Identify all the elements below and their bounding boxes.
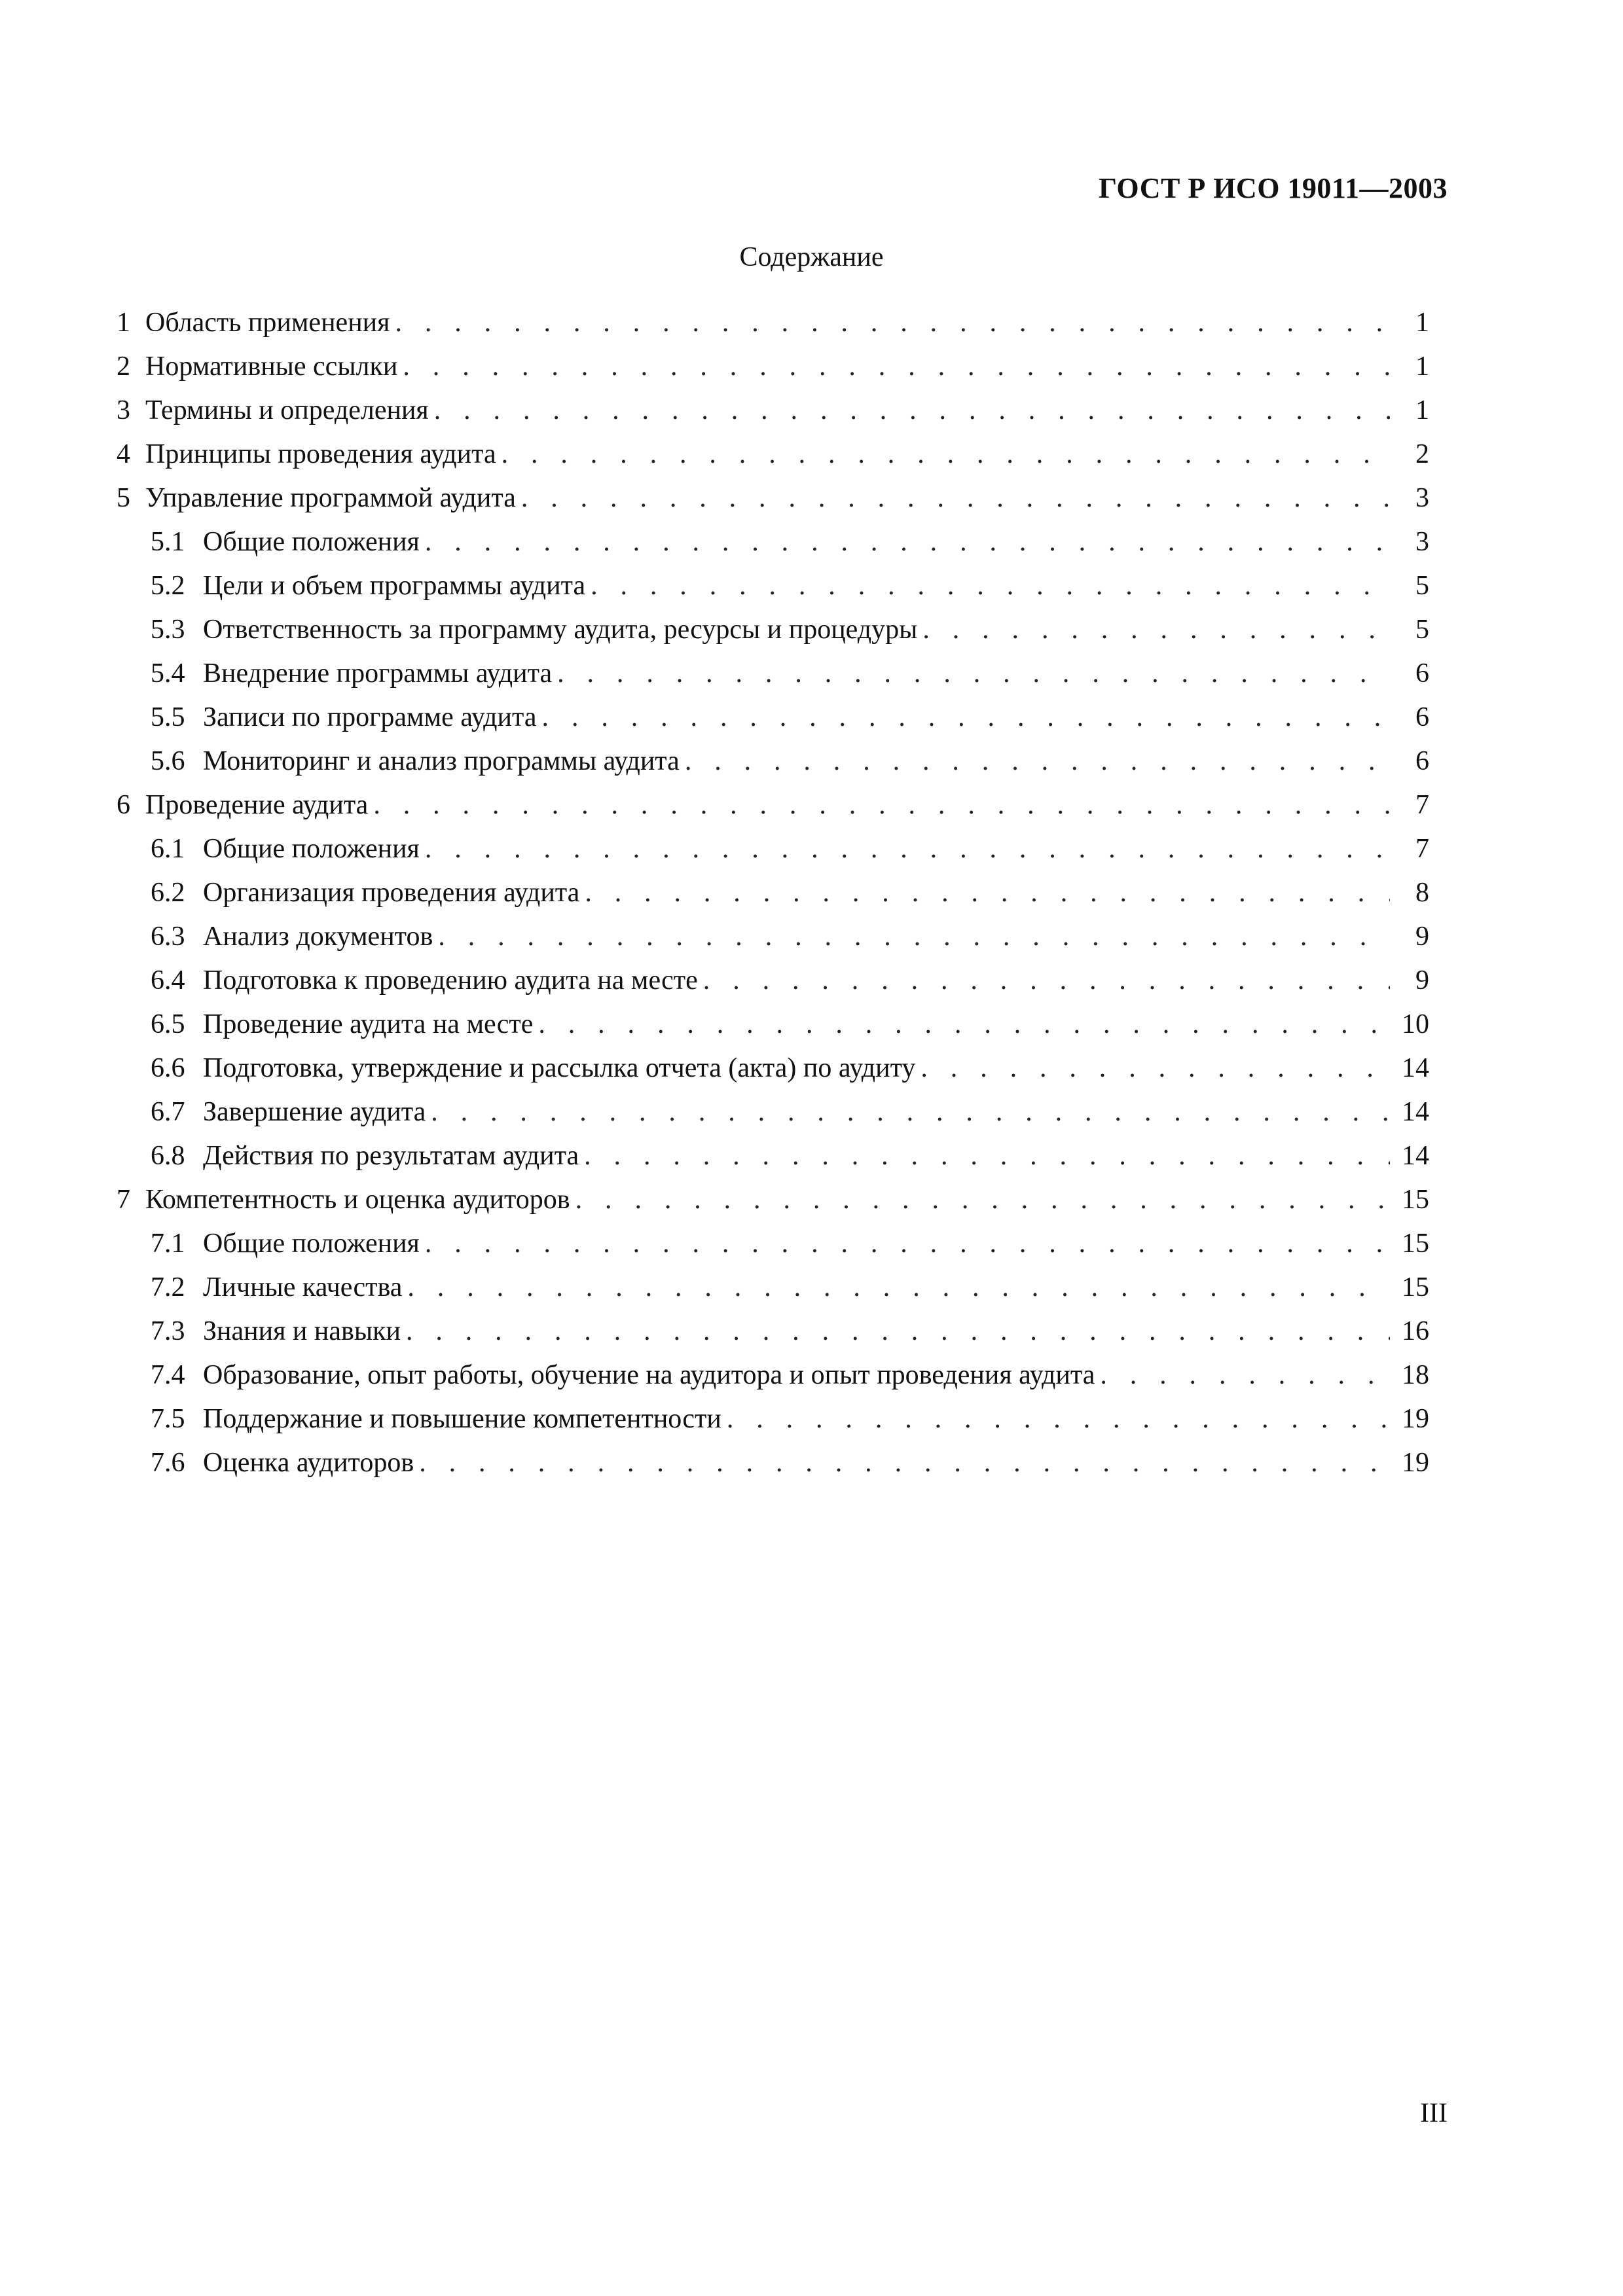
toc-entry-title: Организация проведения аудита <box>203 878 580 908</box>
toc-entry-page: 1 <box>1415 351 1429 382</box>
toc-entry-page: 10 <box>1402 1009 1429 1039</box>
toc-entry-number: 7.5 <box>151 1404 185 1434</box>
toc-entry-page: 15 <box>1402 1272 1429 1302</box>
toc-entry-title: Записи по программе аудита <box>203 702 537 732</box>
toc-entry-title: Подготовка к проведению аудита на месте <box>203 965 698 996</box>
toc-entry <box>117 476 1429 520</box>
toc-dot-leader <box>1100 1354 1390 1397</box>
toc-entry-title: Термины и определения <box>145 395 429 425</box>
toc-entry-page: 5 <box>1415 571 1429 601</box>
toc-entry <box>117 1354 1429 1397</box>
toc-dot-leader <box>373 783 1390 827</box>
toc-dot-leader <box>438 915 1390 959</box>
toc-entry-number: 7.2 <box>151 1272 185 1302</box>
toc-entry-page: 5 <box>1415 615 1429 645</box>
toc-entry <box>117 1397 1429 1441</box>
toc-entry-title: Управление программой аудита <box>145 483 516 513</box>
toc-entry <box>117 433 1429 476</box>
toc-entry-page: 8 <box>1415 878 1429 908</box>
toc-entry-number: 7.4 <box>151 1360 185 1390</box>
toc-entry <box>117 1090 1429 1134</box>
toc-entry <box>117 1047 1429 1090</box>
toc-entry <box>117 740 1429 783</box>
toc-entry-title: Личные качества <box>203 1272 403 1302</box>
toc-entry-number: 5 <box>117 483 130 513</box>
toc-entry-number: 5.1 <box>151 527 185 557</box>
toc-entry <box>117 1134 1429 1178</box>
toc-entry <box>117 608 1429 652</box>
toc-entry <box>117 1310 1429 1354</box>
toc-entry-number: 2 <box>117 351 130 382</box>
toc-entry-page: 18 <box>1402 1360 1429 1390</box>
toc-entry-page: 15 <box>1402 1185 1429 1215</box>
toc-dot-leader <box>584 1134 1390 1178</box>
toc-dot-leader <box>557 652 1390 696</box>
toc-entry-number: 5.5 <box>151 702 185 732</box>
table-of-contents <box>117 301 1429 1485</box>
toc-entry <box>117 520 1429 564</box>
toc-entry <box>117 345 1429 389</box>
toc-entry-number: 5.2 <box>151 571 185 601</box>
toc-dot-leader <box>425 520 1390 564</box>
toc-entry-title: Ответственность за программу аудита, ресурсы и процедуры <box>203 615 918 645</box>
toc-dot-leader <box>425 827 1390 871</box>
toc-entry-title: Проведение аудита на месте <box>203 1009 534 1039</box>
toc-entry <box>117 301 1429 345</box>
toc-entry-page: 7 <box>1415 790 1429 820</box>
toc-entry <box>117 1266 1429 1310</box>
toc-entry-title: Проведение аудита <box>145 790 369 820</box>
toc-entry-page: 14 <box>1402 1053 1429 1083</box>
toc-entry-page: 6 <box>1415 658 1429 689</box>
toc-entry-number: 7.1 <box>151 1229 185 1259</box>
toc-entry-page: 14 <box>1402 1141 1429 1171</box>
toc-dot-leader <box>727 1397 1390 1441</box>
toc-entry-title: Мониторинг и анализ программы аудита <box>203 746 680 776</box>
toc-entry-title: Внедрение программы аудита <box>203 658 553 689</box>
toc-entry-title: Общие положения <box>203 834 420 864</box>
toc-dot-leader <box>419 1441 1390 1485</box>
toc-entry-number: 1 <box>117 308 130 338</box>
toc-dot-leader <box>703 959 1390 1003</box>
toc-entry <box>117 389 1429 433</box>
toc-entry-page: 19 <box>1402 1404 1429 1434</box>
toc-entry <box>117 1178 1429 1222</box>
toc-entry-title: Область применения <box>145 308 390 338</box>
toc-dot-leader <box>403 345 1390 389</box>
toc-entry-page: 15 <box>1402 1229 1429 1259</box>
toc-entry-number: 6 <box>117 790 130 820</box>
toc-dot-leader <box>521 476 1390 520</box>
toc-entry-title: Общие положения <box>203 527 420 557</box>
toc-entry-page: 14 <box>1402 1097 1429 1127</box>
toc-dot-leader <box>434 389 1390 433</box>
toc-entry-page: 3 <box>1415 527 1429 557</box>
toc-entry <box>117 1003 1429 1047</box>
toc-entry-title: Подготовка, утверждение и рассылка отчета (акта) по аудиту <box>203 1053 916 1083</box>
toc-entry <box>117 652 1429 696</box>
toc-entry-number: 7.6 <box>151 1448 185 1478</box>
toc-entry-page: 7 <box>1415 834 1429 864</box>
toc-entry-title: Действия по результатам аудита <box>203 1141 579 1171</box>
toc-dot-leader <box>431 1090 1390 1134</box>
toc-dot-leader <box>922 608 1390 652</box>
toc-dot-leader <box>575 1178 1390 1222</box>
toc-entry-number: 6.2 <box>151 878 185 908</box>
toc-entry-title: Цели и объем программы аудита <box>203 571 586 601</box>
toc-dot-leader <box>685 740 1390 783</box>
toc-entry <box>117 1441 1429 1485</box>
toc-entry-number: 6.5 <box>151 1009 185 1039</box>
toc-entry <box>117 959 1429 1003</box>
toc-entry-number: 3 <box>117 395 130 425</box>
toc-heading: Содержание <box>739 242 884 272</box>
toc-entry-title: Принципы проведения аудита <box>145 439 496 469</box>
toc-entry-number: 5.6 <box>151 746 185 776</box>
page-number: III <box>1420 2098 1448 2128</box>
toc-entry-title: Поддержание и повышение компетентности <box>203 1404 721 1434</box>
toc-entry <box>117 564 1429 608</box>
toc-dot-leader <box>591 564 1390 608</box>
toc-entry-page: 6 <box>1415 702 1429 732</box>
toc-entry <box>117 915 1429 959</box>
toc-entry-number: 6.3 <box>151 922 185 952</box>
toc-entry-page: 9 <box>1415 922 1429 952</box>
toc-dot-leader <box>538 1003 1390 1047</box>
toc-entry-number: 6.1 <box>151 834 185 864</box>
toc-dot-leader <box>921 1047 1390 1090</box>
toc-entry-title: Нормативные ссылки <box>145 351 398 382</box>
toc-entry-number: 4 <box>117 439 130 469</box>
toc-entry-page: 6 <box>1415 746 1429 776</box>
toc-entry-page: 9 <box>1415 965 1429 996</box>
toc-entry-number: 7 <box>117 1185 130 1215</box>
toc-entry-title: Оценка аудиторов <box>203 1448 414 1478</box>
toc-entry <box>117 1222 1429 1266</box>
toc-dot-leader <box>395 301 1390 345</box>
toc-dot-leader <box>407 1266 1390 1310</box>
toc-entry <box>117 827 1429 871</box>
toc-entry <box>117 871 1429 915</box>
toc-dot-leader <box>585 871 1390 915</box>
toc-entry-title: Компетентность и оценка аудиторов <box>145 1185 570 1215</box>
toc-entry-number: 6.4 <box>151 965 185 996</box>
toc-entry-number: 5.3 <box>151 615 185 645</box>
toc-entry-number: 7.3 <box>151 1316 185 1346</box>
toc-entry-page: 16 <box>1402 1316 1429 1346</box>
toc-entry-title: Анализ документов <box>203 922 433 952</box>
toc-dot-leader <box>501 433 1390 476</box>
document-code: ГОСТ Р ИСО 19011—2003 <box>1099 172 1448 204</box>
toc-entry-title: Знания и навыки <box>203 1316 401 1346</box>
toc-entry-page: 1 <box>1415 308 1429 338</box>
toc-dot-leader <box>425 1222 1390 1266</box>
toc-entry-page: 2 <box>1415 439 1429 469</box>
toc-entry-title: Завершение аудита <box>203 1097 426 1127</box>
toc-entry <box>117 696 1429 740</box>
toc-dot-leader <box>542 696 1390 740</box>
toc-entry-page: 3 <box>1415 483 1429 513</box>
toc-entry-number: 5.4 <box>151 658 185 689</box>
toc-dot-leader <box>406 1310 1390 1354</box>
toc-entry <box>117 783 1429 827</box>
toc-entry-page: 19 <box>1402 1448 1429 1478</box>
toc-entry-number: 6.8 <box>151 1141 185 1171</box>
toc-entry-number: 6.7 <box>151 1097 185 1127</box>
toc-entry-title: Общие положения <box>203 1229 420 1259</box>
toc-entry-number: 6.6 <box>151 1053 185 1083</box>
toc-entry-page: 1 <box>1415 395 1429 425</box>
toc-entry-title: Образование, опыт работы, обучение на аудитора и опыт проведения аудита <box>203 1360 1095 1390</box>
